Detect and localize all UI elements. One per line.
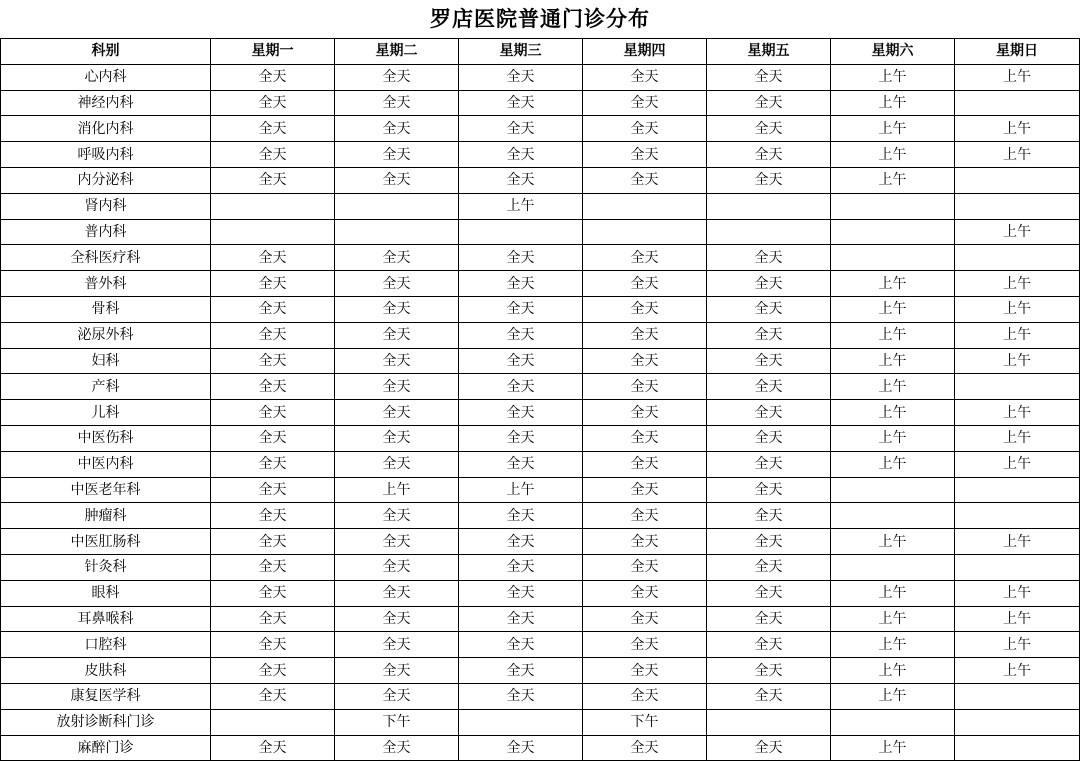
sunday-cell [955,735,1080,761]
sunday-cell: 上午 [955,425,1080,451]
department-cell: 中医老年科 [1,477,211,503]
table-row [1,529,1080,555]
saturday-cell [831,219,955,245]
wednesday-cell: 全天 [459,142,583,168]
monday-cell: 全天 [211,90,335,116]
wednesday-cell: 全天 [459,425,583,451]
table-row [1,193,1080,219]
table-row [1,142,1080,168]
wednesday-cell: 全天 [459,529,583,555]
thursday-cell: 全天 [583,90,707,116]
thursday-cell: 全天 [583,606,707,632]
wednesday-cell: 全天 [459,735,583,761]
department-cell: 全科医疗科 [1,245,211,271]
saturday-cell: 上午 [831,90,955,116]
wednesday-cell: 全天 [459,683,583,709]
department-cell: 呼吸内科 [1,142,211,168]
saturday-cell: 上午 [831,658,955,684]
wednesday-cell: 全天 [459,90,583,116]
sunday-cell: 上午 [955,142,1080,168]
wednesday-cell: 全天 [459,64,583,90]
friday-cell: 全天 [707,64,831,90]
tuesday-cell [335,193,459,219]
wednesday-cell: 全天 [459,554,583,580]
table-row [1,90,1080,116]
saturday-cell [831,477,955,503]
friday-cell: 全天 [707,271,831,297]
saturday-cell [831,709,955,735]
saturday-cell: 上午 [831,606,955,632]
friday-cell: 全天 [707,322,831,348]
monday-cell: 全天 [211,400,335,426]
sunday-cell [955,374,1080,400]
table-row [1,322,1080,348]
sunday-cell: 上午 [955,219,1080,245]
department-cell: 儿科 [1,400,211,426]
friday-cell: 全天 [707,683,831,709]
friday-cell: 全天 [707,554,831,580]
header-monday: 星期一 [211,39,335,65]
friday-cell: 全天 [707,400,831,426]
table-row [1,116,1080,142]
monday-cell: 全天 [211,580,335,606]
sunday-cell [955,709,1080,735]
friday-cell: 全天 [707,374,831,400]
thursday-cell: 全天 [583,425,707,451]
sunday-cell: 上午 [955,116,1080,142]
thursday-cell: 全天 [583,735,707,761]
tuesday-cell: 全天 [335,90,459,116]
monday-cell: 全天 [211,554,335,580]
monday-cell [211,193,335,219]
tuesday-cell: 全天 [335,142,459,168]
friday-cell: 全天 [707,348,831,374]
saturday-cell: 上午 [831,116,955,142]
thursday-cell: 全天 [583,529,707,555]
monday-cell: 全天 [211,167,335,193]
department-cell: 产科 [1,374,211,400]
sunday-cell [955,683,1080,709]
saturday-cell: 上午 [831,296,955,322]
friday-cell: 全天 [707,425,831,451]
department-cell: 针灸科 [1,554,211,580]
sunday-cell [955,193,1080,219]
wednesday-cell: 全天 [459,606,583,632]
page-title: 罗店医院普通门诊分布 [430,6,650,31]
friday-cell: 全天 [707,606,831,632]
department-cell: 心内科 [1,64,211,90]
table-row [1,554,1080,580]
saturday-cell: 上午 [831,735,955,761]
sunday-cell [955,167,1080,193]
sunday-cell [955,245,1080,271]
table-row [1,503,1080,529]
saturday-cell: 上午 [831,322,955,348]
tuesday-cell: 全天 [335,245,459,271]
department-cell: 消化内科 [1,116,211,142]
sunday-cell: 上午 [955,348,1080,374]
wednesday-cell: 全天 [459,451,583,477]
table-row [1,580,1080,606]
saturday-cell: 上午 [831,64,955,90]
table-row [1,683,1080,709]
friday-cell: 全天 [707,632,831,658]
tuesday-cell: 全天 [335,400,459,426]
tuesday-cell: 全天 [335,64,459,90]
tuesday-cell: 全天 [335,503,459,529]
monday-cell: 全天 [211,348,335,374]
schedule-body [1,64,1080,761]
friday-cell: 全天 [707,580,831,606]
sunday-cell: 上午 [955,658,1080,684]
table-row [1,400,1080,426]
friday-cell [707,709,831,735]
monday-cell: 全天 [211,735,335,761]
monday-cell: 全天 [211,503,335,529]
table-row [1,606,1080,632]
saturday-cell: 上午 [831,374,955,400]
monday-cell: 全天 [211,64,335,90]
saturday-cell [831,193,955,219]
department-cell: 内分泌科 [1,167,211,193]
schedule-table [0,38,1080,761]
monday-cell: 全天 [211,477,335,503]
tuesday-cell: 全天 [335,683,459,709]
monday-cell [211,709,335,735]
sunday-cell [955,477,1080,503]
sunday-cell: 上午 [955,632,1080,658]
thursday-cell: 全天 [583,400,707,426]
table-row [1,64,1080,90]
wednesday-cell [459,709,583,735]
friday-cell: 全天 [707,503,831,529]
friday-cell: 全天 [707,142,831,168]
saturday-cell: 上午 [831,529,955,555]
thursday-cell: 全天 [583,296,707,322]
sunday-cell [955,90,1080,116]
saturday-cell: 上午 [831,142,955,168]
tuesday-cell: 全天 [335,451,459,477]
friday-cell: 全天 [707,167,831,193]
saturday-cell: 上午 [831,167,955,193]
department-cell: 麻醉门诊 [1,735,211,761]
thursday-cell: 全天 [583,477,707,503]
thursday-cell: 全天 [583,271,707,297]
table-row [1,348,1080,374]
thursday-cell: 全天 [583,658,707,684]
monday-cell: 全天 [211,606,335,632]
sunday-cell: 上午 [955,322,1080,348]
header-thursday: 星期四 [583,39,707,65]
thursday-cell: 全天 [583,683,707,709]
thursday-cell: 全天 [583,554,707,580]
wednesday-cell: 全天 [459,632,583,658]
department-cell: 普内科 [1,219,211,245]
thursday-cell: 全天 [583,503,707,529]
wednesday-cell: 上午 [459,477,583,503]
wednesday-cell: 全天 [459,374,583,400]
table-row [1,245,1080,271]
department-cell: 神经内科 [1,90,211,116]
saturday-cell: 上午 [831,580,955,606]
wednesday-cell: 全天 [459,271,583,297]
wednesday-cell [459,219,583,245]
friday-cell: 全天 [707,477,831,503]
saturday-cell [831,503,955,529]
tuesday-cell: 全天 [335,735,459,761]
monday-cell: 全天 [211,116,335,142]
thursday-cell: 全天 [583,64,707,90]
monday-cell: 全天 [211,658,335,684]
department-cell: 泌尿外科 [1,322,211,348]
tuesday-cell: 全天 [335,116,459,142]
department-cell: 普外科 [1,271,211,297]
table-row [1,477,1080,503]
sunday-cell: 上午 [955,64,1080,90]
saturday-cell: 上午 [831,348,955,374]
thursday-cell: 全天 [583,632,707,658]
tuesday-cell: 上午 [335,477,459,503]
friday-cell [707,193,831,219]
table-row [1,632,1080,658]
thursday-cell: 下午 [583,709,707,735]
thursday-cell: 全天 [583,116,707,142]
header-department: 科别 [1,39,211,65]
friday-cell: 全天 [707,116,831,142]
monday-cell: 全天 [211,425,335,451]
sunday-cell: 上午 [955,451,1080,477]
wednesday-cell: 全天 [459,116,583,142]
friday-cell: 全天 [707,296,831,322]
tuesday-cell: 全天 [335,658,459,684]
header-row [1,39,1080,65]
monday-cell: 全天 [211,142,335,168]
department-cell: 中医内科 [1,451,211,477]
table-row [1,374,1080,400]
friday-cell: 全天 [707,245,831,271]
thursday-cell: 全天 [583,348,707,374]
header-tuesday: 星期二 [335,39,459,65]
sunday-cell: 上午 [955,296,1080,322]
tuesday-cell [335,219,459,245]
monday-cell: 全天 [211,632,335,658]
monday-cell: 全天 [211,451,335,477]
wednesday-cell: 全天 [459,296,583,322]
friday-cell: 全天 [707,735,831,761]
table-row [1,296,1080,322]
department-cell: 骨科 [1,296,211,322]
table-row [1,425,1080,451]
tuesday-cell: 全天 [335,529,459,555]
tuesday-cell: 全天 [335,167,459,193]
monday-cell: 全天 [211,245,335,271]
header-friday: 星期五 [707,39,831,65]
friday-cell: 全天 [707,90,831,116]
department-cell: 中医肛肠科 [1,529,211,555]
friday-cell [707,219,831,245]
header-wednesday: 星期三 [459,39,583,65]
thursday-cell: 全天 [583,142,707,168]
tuesday-cell: 全天 [335,322,459,348]
wednesday-cell: 上午 [459,193,583,219]
table-row [1,271,1080,297]
wednesday-cell: 全天 [459,322,583,348]
wednesday-cell: 全天 [459,245,583,271]
monday-cell: 全天 [211,322,335,348]
tuesday-cell: 全天 [335,425,459,451]
monday-cell: 全天 [211,683,335,709]
thursday-cell: 全天 [583,167,707,193]
monday-cell: 全天 [211,529,335,555]
saturday-cell: 上午 [831,400,955,426]
saturday-cell [831,245,955,271]
wednesday-cell: 全天 [459,580,583,606]
wednesday-cell: 全天 [459,400,583,426]
department-cell: 康复医学科 [1,683,211,709]
wednesday-cell: 全天 [459,348,583,374]
friday-cell: 全天 [707,658,831,684]
department-cell: 肿瘤科 [1,503,211,529]
monday-cell: 全天 [211,296,335,322]
table-row [1,451,1080,477]
sunday-cell: 上午 [955,606,1080,632]
department-cell: 中医伤科 [1,425,211,451]
saturday-cell: 上午 [831,632,955,658]
thursday-cell [583,193,707,219]
table-row [1,167,1080,193]
friday-cell: 全天 [707,451,831,477]
monday-cell: 全天 [211,271,335,297]
thursday-cell [583,219,707,245]
department-cell: 放射诊断科门诊 [1,709,211,735]
tuesday-cell: 全天 [335,632,459,658]
sunday-cell [955,503,1080,529]
header-sunday: 星期日 [955,39,1080,65]
saturday-cell: 上午 [831,683,955,709]
department-cell: 皮肤科 [1,658,211,684]
table-row [1,709,1080,735]
tuesday-cell: 全天 [335,374,459,400]
department-cell: 口腔科 [1,632,211,658]
saturday-cell [831,554,955,580]
department-cell: 耳鼻喉科 [1,606,211,632]
sunday-cell: 上午 [955,529,1080,555]
monday-cell [211,219,335,245]
saturday-cell: 上午 [831,451,955,477]
tuesday-cell: 全天 [335,606,459,632]
table-row [1,735,1080,761]
thursday-cell: 全天 [583,580,707,606]
tuesday-cell: 下午 [335,709,459,735]
wednesday-cell: 全天 [459,658,583,684]
wednesday-cell: 全天 [459,167,583,193]
sunday-cell: 上午 [955,400,1080,426]
saturday-cell: 上午 [831,271,955,297]
department-cell: 眼科 [1,580,211,606]
department-cell: 妇科 [1,348,211,374]
tuesday-cell: 全天 [335,271,459,297]
tuesday-cell: 全天 [335,296,459,322]
tuesday-cell: 全天 [335,348,459,374]
sunday-cell [955,554,1080,580]
tuesday-cell: 全天 [335,580,459,606]
sunday-cell: 上午 [955,580,1080,606]
thursday-cell: 全天 [583,245,707,271]
friday-cell: 全天 [707,529,831,555]
thursday-cell: 全天 [583,451,707,477]
wednesday-cell: 全天 [459,503,583,529]
header-saturday: 星期六 [831,39,955,65]
tuesday-cell: 全天 [335,554,459,580]
sunday-cell: 上午 [955,271,1080,297]
monday-cell: 全天 [211,374,335,400]
saturday-cell: 上午 [831,425,955,451]
table-row [1,658,1080,684]
table-row [1,219,1080,245]
thursday-cell: 全天 [583,374,707,400]
thursday-cell: 全天 [583,322,707,348]
department-cell: 肾内科 [1,193,211,219]
